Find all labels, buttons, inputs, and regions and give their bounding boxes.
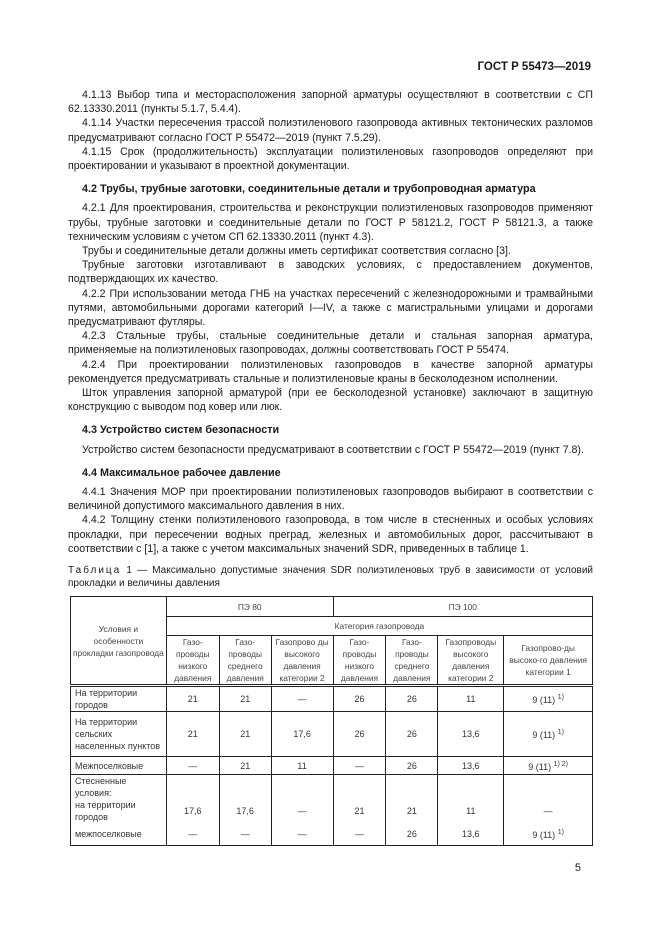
table-cell [504, 757, 593, 775]
table-row [71, 799, 593, 823]
table-cell [333, 712, 386, 757]
table-cell [504, 775, 593, 800]
cell-value: 13,6 [462, 729, 480, 740]
table-cell [333, 757, 386, 775]
cell-value: 17,6 [236, 806, 254, 817]
cell-value: 21 [240, 694, 251, 705]
cell-value: — [354, 760, 364, 771]
table-row [71, 686, 593, 712]
cell-value: — [297, 828, 307, 839]
header-subcategory: Газо-проводы низкого давления [166, 636, 219, 686]
table-cell [386, 757, 438, 775]
row-label: Межпоселковые [71, 757, 167, 775]
paragraph: Устройство систем безопасности предусматривают в соответствии с ГОСТ Р 55472—2019 (пункт 7.8). [82, 443, 584, 456]
cell-value: 26 [406, 760, 417, 771]
page-body [68, 88, 593, 874]
paragraph: 4.2.1 Для проектирования, строительства и реконструкции полиэтиленовых газопроводов применяют трубы, трубные заготовки и соединительные детали по ГОСТ Р 58121.2, ГОСТ Р 58121.3, а также техническим условиям с учетом СП 62.13330.2011 (пункт 4.3). [68, 202, 593, 243]
cell-value: 21 [240, 729, 251, 740]
cell-value: 9 (11) [532, 730, 556, 741]
footnote-ref: 1) [557, 694, 564, 702]
cell-value: — [354, 828, 364, 839]
cell-value: 11 [297, 760, 307, 771]
cell-value: — [297, 694, 307, 705]
cell-value: 21 [354, 806, 365, 817]
cell-value: 26 [406, 729, 417, 740]
table-cell [271, 686, 333, 712]
header-conditions: Условия и особенности прокладки газопровода [71, 597, 167, 686]
table-cell [386, 799, 438, 823]
table-cell [166, 775, 219, 800]
header-subcategory: Газо-проводы низкого давления [333, 636, 386, 686]
paragraph: Шток управления запорной арматурой (при ее бесколодезной установке) заключают в защитную конструкцию с выводом под ковер или люк. [68, 387, 593, 414]
paragraph: Трубы и соединительные детали должны иметь сертификат соответствия согласно [3]. [82, 245, 511, 258]
caption-label: Таблица [68, 565, 122, 577]
document-header: ГОСТ Р 55473—2019 [477, 61, 591, 73]
header-pe100: ПЭ 100 [333, 597, 592, 617]
table-cell [438, 757, 504, 775]
section-4-4 [68, 466, 593, 556]
footnote-ref: 1) [557, 828, 564, 836]
cell-value: 26 [406, 828, 417, 839]
cell-value: 21 [240, 760, 251, 771]
table-cell [166, 799, 219, 823]
cell-value: 13,6 [462, 760, 480, 771]
table-row [71, 823, 593, 845]
section-4-1-end [68, 88, 593, 173]
row-label: На территории городов [71, 686, 167, 712]
paragraph: 4.4.1 Значения MOP при проектировании полиэтиленовых газопроводов выбирают в соответствии с величиной допустимого максимального давления в них. [68, 486, 593, 513]
cell-value: 17,6 [293, 729, 311, 740]
row-label: На территории сельских населенных пунктов [71, 712, 167, 757]
cell-value: 9 (11) [532, 829, 556, 840]
row-label: межпоселковые [71, 823, 167, 845]
row-label: Стесненные условия: [71, 775, 167, 800]
table-cell [504, 823, 593, 845]
cell-value: 26 [406, 694, 417, 705]
table-cell [333, 686, 386, 712]
cell-value: 17,6 [184, 806, 202, 817]
table-caption [68, 564, 593, 590]
paragraph: 4.1.14 Участки пересечения трассой полиэтиленового газопровода активных тектонических разломов предусматривают согласно ГОСТ Р 55472—2019 (пункт 7.5.29). [68, 117, 593, 144]
table-cell [219, 823, 271, 845]
table-cell [333, 823, 386, 845]
table-cell [438, 712, 504, 757]
paragraph: 4.1.13 Выбор типа и месторасположения запорной арматуры осуществляют в соответствии с СП 62.13330.2011 (пункты 5.1.7, 5.4.4). [68, 89, 593, 116]
cell-value: 13,6 [462, 828, 480, 839]
table-cell [438, 686, 504, 712]
table-cell [219, 775, 271, 800]
table-cell [271, 712, 333, 757]
table-cell [333, 799, 386, 823]
table-cell [504, 712, 593, 757]
sdr-table [70, 596, 593, 846]
paragraph: 4.2.4 При проектировании полиэтиленовых газопроводов в качестве запорной арматуры рекомендуется предусматривать стальные и полиэтиленовые краны в бесколодезном исполнении. [68, 358, 593, 385]
cell-value: 26 [354, 729, 365, 740]
table-cell [271, 823, 333, 845]
header-category: Категория газопровода [166, 617, 592, 636]
header-pe80: ПЭ 80 [166, 597, 333, 617]
table-cell [166, 712, 219, 757]
table-cell [386, 686, 438, 712]
section-4-3 [68, 423, 593, 456]
cell-value: 21 [187, 729, 198, 740]
section-heading: 4.3 Устройство систем безопасности [82, 424, 280, 437]
cell-value: — [297, 806, 307, 817]
table-cell [219, 799, 271, 823]
header-subcategory: Газопрово ды высокого давления категории 2 [271, 636, 333, 686]
table-cell [271, 757, 333, 775]
header-subcategory: Газопроводы высокого давления категории 2 [438, 636, 504, 686]
table-cell [219, 712, 271, 757]
table-cell [166, 686, 219, 712]
table-cell [438, 823, 504, 845]
table-cell [386, 775, 438, 800]
cell-value: — [543, 806, 553, 817]
footnote-ref: 1) 2) [553, 760, 568, 768]
section-heading: 4.4 Максимальное рабочее давление [82, 466, 281, 479]
footnote-ref: 1) [557, 729, 564, 737]
table-cell [438, 799, 504, 823]
paragraph: Трубные заготовки изготавливают в заводских условиях, с предоставлением документов, подтверждающих их качество. [68, 259, 593, 286]
paragraph: 4.4.2 Толщину стенки полиэтиленового газопровода, в том числе в стесненных и особых условиях прокладки, при пересечении водных преград, железных и автомобильных дорог, рассчитывают в соответствии с [1], а также с учетом максимальных значений SDR, приведенных в таблице 1. [68, 514, 593, 555]
page-number: 5 [574, 861, 581, 874]
table-cell [271, 799, 333, 823]
cell-value: — [188, 828, 198, 839]
cell-value: 9 (11) [528, 761, 552, 772]
cell-value: 11 [466, 694, 476, 705]
cell-value: 9 (11) [532, 695, 556, 706]
caption-text: 1 — Максимально допустимые значения SDR полиэтиленовых труб в зависимости от условий прокладки и величины давления [68, 565, 593, 590]
cell-value: 26 [354, 694, 365, 705]
table-cell [438, 775, 504, 800]
paragraph: 4.1.15 Срок (продолжительность) эксплуатации полиэтиленовых газопроводов определяют при проектировании и указывают в проектной документации. [68, 145, 593, 173]
header-subcategory: Газо-проводы среднего давления [386, 636, 438, 686]
table-cell [219, 686, 271, 712]
header-subcategory: Газо-проводы среднего давления [219, 636, 271, 686]
table-row [71, 712, 593, 757]
cell-value: 21 [406, 806, 417, 817]
cell-value: 21 [187, 694, 198, 705]
table-cell [386, 712, 438, 757]
table-cell [271, 775, 333, 800]
table-row [71, 775, 593, 800]
cell-value: 11 [466, 806, 476, 817]
table-cell [504, 799, 593, 823]
table-cell [166, 823, 219, 845]
table-cell [166, 757, 219, 775]
cell-value: — [240, 828, 250, 839]
table-cell [333, 775, 386, 800]
paragraph: 4.2.3 Стальные трубы, стальные соединительные детали и стальная запорная арматура, применяемые на полиэтиленовых газопроводах, должны соответствовать ГОСТ Р 55474. [68, 330, 593, 357]
header-subcategory: Газопрово-ды высоко-го давления категории 1 [504, 636, 593, 686]
section-heading: 4.2 Трубы, трубные заготовки, соединительные детали и трубопроводная арматура [82, 183, 536, 196]
section-4-2 [68, 182, 593, 414]
table-row [71, 757, 593, 775]
row-label: на территории городов [71, 799, 167, 823]
table-cell [219, 757, 271, 775]
table-cell [386, 823, 438, 845]
table-cell [504, 686, 593, 712]
cell-value: — [188, 760, 198, 771]
paragraph: 4.2.2 При использовании метода ГНБ на участках пересечений с железнодорожными и трамвайными путями, автомобильными дорогами категорий I—IV, а также с магистральными улицами и дорогами предусматривают футляры. [68, 287, 593, 329]
